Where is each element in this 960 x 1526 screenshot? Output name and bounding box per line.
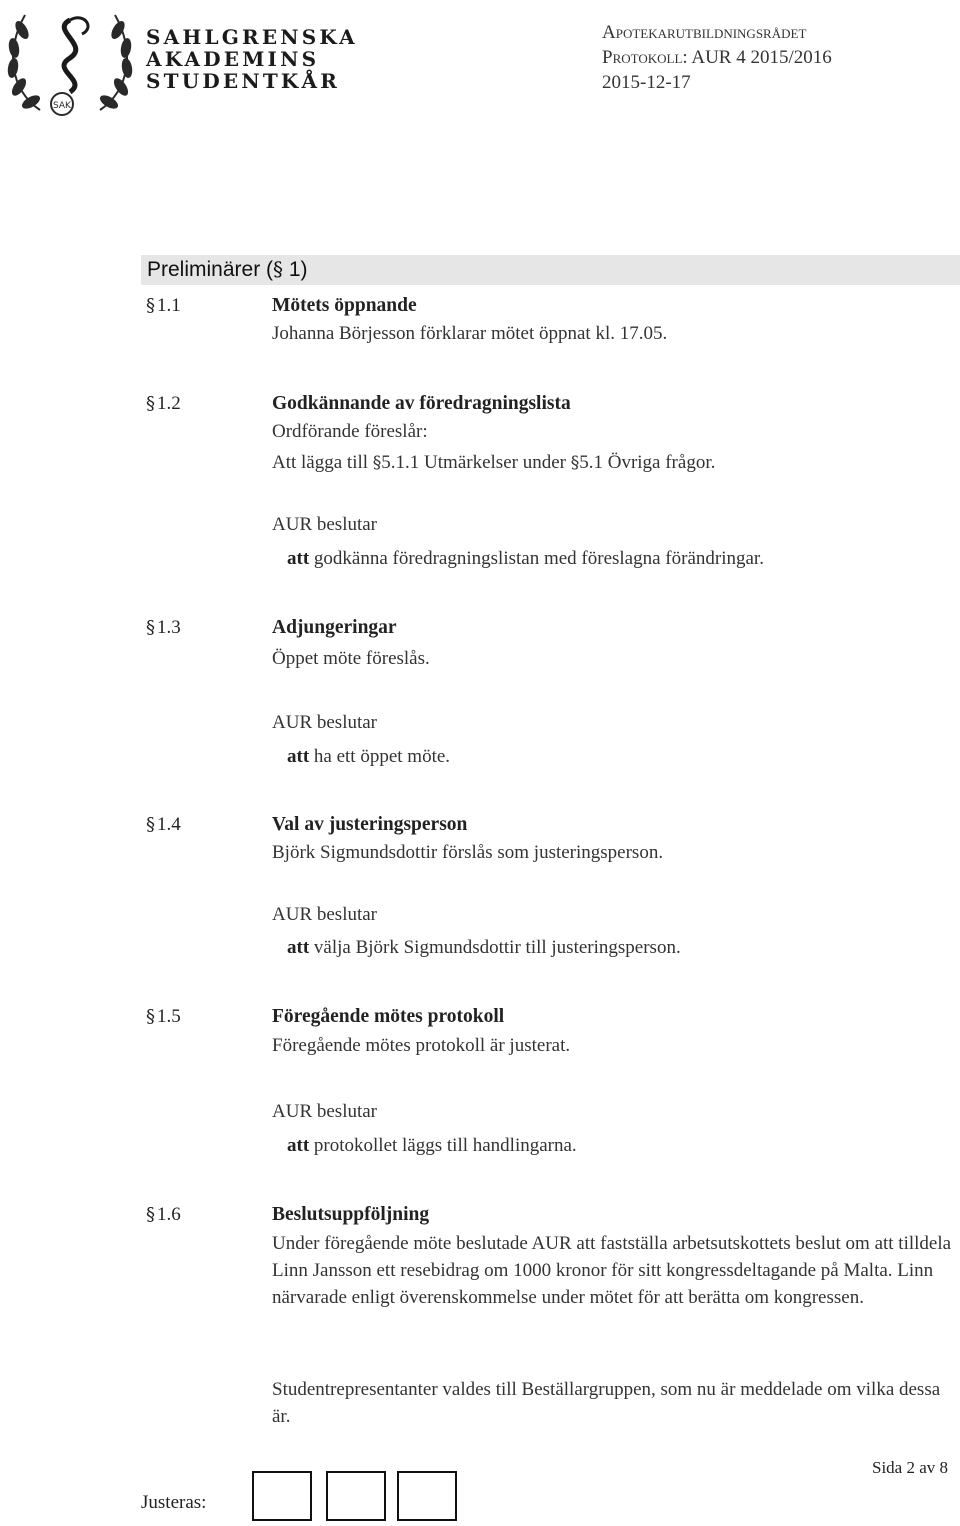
org-line-3: STUDENTKÅR xyxy=(146,69,341,93)
decision-text: att godkänna föredragningslistan med föreslagna förändringar. xyxy=(287,548,764,569)
student-union-logo xyxy=(0,0,140,125)
section-sign-icon: § xyxy=(146,295,155,316)
section-sign-icon: § xyxy=(146,1006,155,1027)
item-number-1-5: § 1.5 xyxy=(146,1006,181,1027)
document-meta xyxy=(602,20,832,95)
item-heading: Val av justeringsperson xyxy=(272,814,468,835)
protocol-id: Protokoll: AUR 4 2015/2016 xyxy=(602,47,832,68)
decision-text: att ha ett öppet möte. xyxy=(287,746,451,767)
decision-label: AUR beslutar xyxy=(272,904,378,925)
item-number-1-3: § 1.3 xyxy=(146,617,181,638)
justeras-label: Justeras: xyxy=(141,1492,207,1513)
item-heading: Adjungeringar xyxy=(272,617,397,638)
initials-box xyxy=(326,1471,386,1521)
section-sign-icon: § xyxy=(146,1204,155,1225)
decision-text: att protokollet läggs till handlingarna. xyxy=(287,1135,577,1156)
item-text-amendment: Att lägga till §5.1.1 Utmärkelser under §5.1 Övriga frågor. xyxy=(272,452,716,473)
item-text: Öppet möte föreslås. xyxy=(272,648,430,669)
item-number-1-6: § 1.6 xyxy=(146,1204,181,1225)
item-heading: Föregående mötes protokoll xyxy=(272,1006,505,1027)
council-name: Apotekarutbildningsrådet xyxy=(602,22,807,43)
item-number-1-2: § 1.2 xyxy=(146,393,181,414)
item-number-1-4: § 1.4 xyxy=(146,814,181,835)
item-paragraph: Studentrepresentanter valdes till Beställargruppen, som nu är meddelade om vilka dessa är. xyxy=(272,1379,941,1427)
item-number-1-1: § 1.1 xyxy=(146,295,181,316)
item-text: Föregående mötes protokoll är justerat. xyxy=(272,1035,571,1056)
section-title: Preliminärer (§ 1) xyxy=(147,257,308,281)
section-sign-icon: § xyxy=(372,453,382,473)
section-sign-icon: § xyxy=(146,393,155,414)
initials-box xyxy=(252,1471,312,1521)
decision-text: att välja Björk Sigmundsdottir till justeringsperson. xyxy=(287,937,681,958)
item-text: Ordförande föreslår: xyxy=(272,421,428,442)
decision-label: AUR beslutar xyxy=(272,712,378,733)
item-text: Björk Sigmundsdottir förslås som justeringsperson. xyxy=(272,842,664,863)
item-heading: Beslutsuppföljning xyxy=(272,1204,430,1225)
meeting-date: 2015-12-17 xyxy=(602,72,691,93)
section-sign-icon: § xyxy=(273,257,284,281)
initials-box xyxy=(397,1471,457,1521)
item-heading: Mötets öppnande xyxy=(272,295,417,316)
section-sign-icon: § xyxy=(146,814,155,835)
page-number: Sida 2 av 8 xyxy=(872,1458,949,1477)
item-text: Johanna Börjesson förklarar mötet öppnat kl. 17.05. xyxy=(272,323,668,344)
section-sign-icon: § xyxy=(146,617,155,638)
section-sign-icon: § xyxy=(570,453,580,473)
item-heading: Godkännande av föredragningslista xyxy=(272,393,571,414)
organization-name xyxy=(146,26,358,92)
org-line-1: SAHLGRENSKA xyxy=(146,25,358,49)
decision-label: AUR beslutar xyxy=(272,1101,378,1122)
org-line-2: AKADEMINS xyxy=(146,47,320,71)
svg-text:SAK: SAK xyxy=(53,101,71,111)
decision-label: AUR beslutar xyxy=(272,514,378,535)
item-paragraph: Under föregående möte beslutade AUR att fastställa arbetsutskottets beslut om att tilldela Linn Jansson ett resebidrag om 1000 kronor för sitt kongressdeltagande på Malta. Linn närvarade enligt överenskommelse under mötet för att berätta om kongressen. xyxy=(272,1233,952,1308)
